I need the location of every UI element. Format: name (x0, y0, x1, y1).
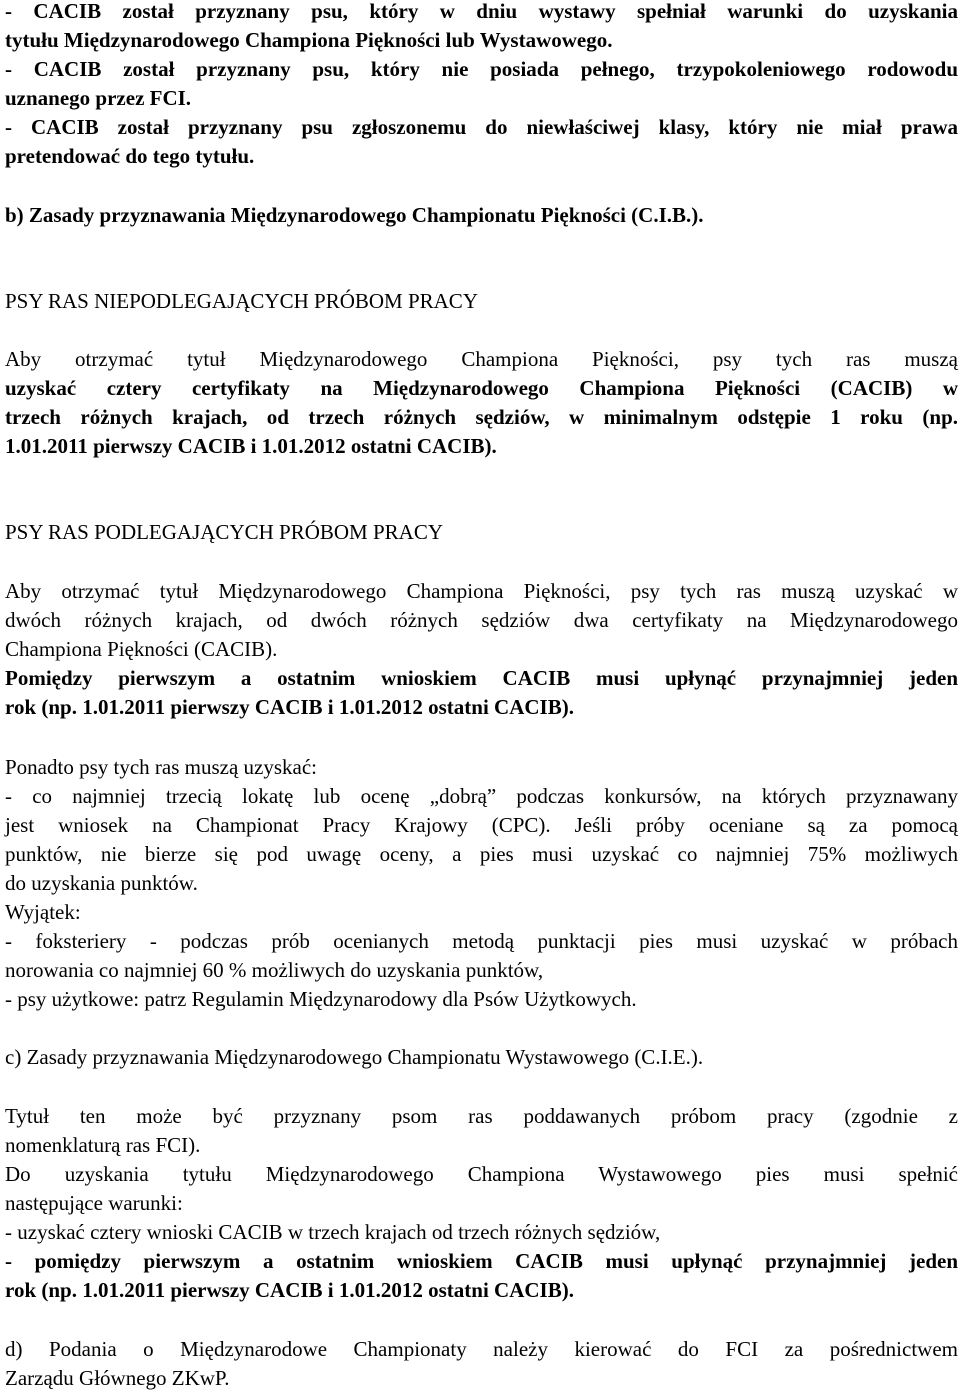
text-line: do uzyskania punktów. (5, 871, 198, 895)
text-line: - CACIB został przyznany psu, który nie posiada pełnego, trzypokoleniowego rodowodu (5, 57, 958, 81)
text-line: - uzyskać cztery wnioski CACIB w trzech krajach od trzech różnych sędziów, (5, 1220, 661, 1244)
text-line: nomenklaturą ras FCI). (5, 1133, 201, 1157)
text-line: Ponadto psy tych ras muszą uzyskać: (5, 755, 318, 779)
text-line: Aby otrzymać tytuł Międzynarodowego Championa Piękności, psy tych ras muszą uzyskać w (5, 579, 958, 603)
text-line: jest wniosek na Championat Pracy Krajowy (CPC). Jeśli próby oceniane są za pomocą (5, 813, 958, 837)
subheading-working-breeds: PSY RAS PODLEGAJĄCYCH PRÓBOM PRACY (5, 520, 443, 544)
text-line: punktów, nie bierze się pod uwagę oceny, a pies musi uzyskać co najmniej 75% możliwych (5, 842, 958, 866)
section-heading-d: d) Podania o Międzynarodowe Championaty należy kierować do FCI za pośrednictwem (5, 1337, 958, 1361)
text-line: następujące warunki: (5, 1191, 183, 1215)
text-line: trzech różnych krajach, od trzech różnych sędziów, w minimalnym odstępie 1 roku (np. (5, 405, 958, 429)
text-line: 1.01.2011 pierwszy CACIB i 1.01.2012 ostatni CACIB). (5, 434, 497, 458)
text-line: tytułu Międzynarodowego Championa Piękności lub Wystawowego. (5, 28, 613, 52)
text-line: uzyskać cztery certyfikaty na Międzynarodowego Championa Piękności (CACIB) w (5, 376, 958, 400)
text-line: norowania co najmniej 60 % możliwych do uzyskania punktów, (5, 958, 544, 982)
text-line: Zarządu Głównego ZKwP. (5, 1366, 230, 1390)
text-line: - psy użytkowe: patrz Regulamin Międzynarodowy dla Psów Użytkowych. (5, 987, 637, 1011)
text-line: rok (np. 1.01.2011 pierwszy CACIB i 1.01.2012 ostatni CACIB). (5, 695, 574, 719)
text-line: dwóch różnych krajach, od dwóch różnych sędziów dwa certyfikaty na Międzynarodowego (5, 608, 958, 632)
text-line: - foksteriery - podczas prób ocenianych metodą punktacji pies musi uzyskać w próbach (5, 929, 958, 953)
text-line: Aby otrzymać tytuł Międzynarodowego Championa Piękności, psy tych ras muszą (5, 347, 958, 371)
text-line: Pomiędzy pierwszym a ostatnim wnioskiem CACIB musi upłynąć przynajmniej jeden (5, 666, 958, 690)
section-heading-c: c) Zasady przyznawania Międzynarodowego Championatu Wystawowego (C.I.E.). (5, 1045, 704, 1069)
text-line: Championa Piękności (CACIB). (5, 637, 278, 661)
section-heading-b: b) Zasady przyznawania Międzynarodowego Championatu Piękności (C.I.B.). (5, 203, 704, 227)
text-line: - CACIB został przyznany psu zgłoszonemu do niewłaściwej klasy, który nie miał prawa (5, 115, 958, 139)
text-line: - co najmniej trzecią lokatę lub ocenę „dobrą” podczas konkursów, na których przyznawany (5, 784, 958, 808)
text-line: rok (np. 1.01.2011 pierwszy CACIB i 1.01.2012 ostatni CACIB). (5, 1278, 574, 1302)
text-line: - pomiędzy pierwszym a ostatnim wnioskiem CACIB musi upłynąć przynajmniej jeden (5, 1249, 958, 1273)
text-line: Wyjątek: (5, 900, 81, 924)
text-line: pretendować do tego tytułu. (5, 144, 255, 168)
subheading-non-working-breeds: PSY RAS NIEPODLEGAJĄCYCH PRÓBOM PRACY (5, 289, 478, 313)
text-line: uznanego przez FCI. (5, 86, 192, 110)
text-line: - CACIB został przyznany psu, który w dniu wystawy spełniał warunki do uzyskania (5, 0, 958, 23)
text-line: Tytuł ten może być przyznany psom ras poddawanych próbom pracy (zgodnie z (5, 1104, 958, 1128)
text-line: Do uzyskania tytułu Międzynarodowego Championa Wystawowego pies musi spełnić (5, 1162, 958, 1186)
